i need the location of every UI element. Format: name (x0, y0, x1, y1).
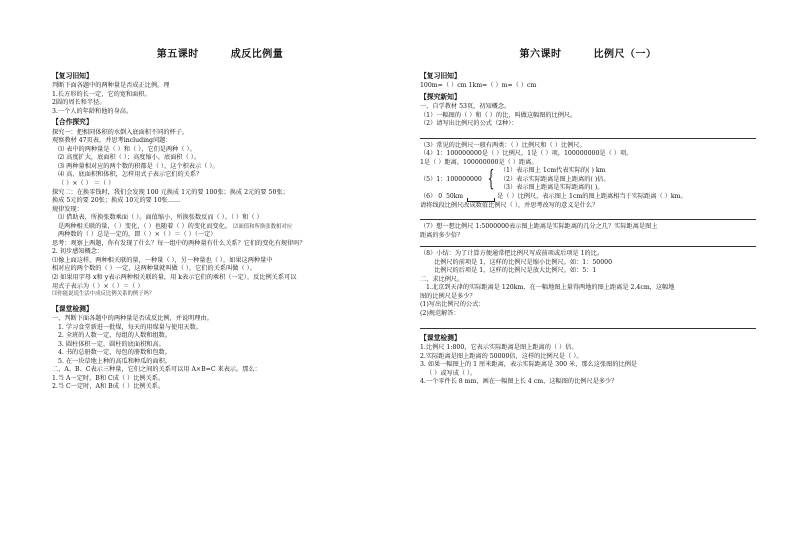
new-line: 图的比例尺是多少？ (420, 292, 476, 300)
explore-line: ⑴像上面这样，两种相关联的量，一种量（ ），另一种量也（ ），如果这两种量中 (52, 256, 273, 264)
check-line: 3. 如果一幅图上的 1 厘米距离，表示实际距离是 300 米，那么这张图的比例是 (420, 361, 638, 369)
brace-lines (500, 167, 610, 193)
review-line: 3.一个人的年龄和他的身高。 (52, 107, 133, 115)
side-note: ⑶你能说说生活中成反比例关系的例子吗？ (52, 291, 155, 298)
check-line: 二、A、B、C表示三种量，它们之间的关系可以用 A×B=C 来表示。那么： (52, 366, 261, 374)
explore-line: 换成 5元的要 20张；换成 10元的要 10张…… (52, 197, 181, 205)
check-line: 3. 圆柱体积一定，圆柱的底面积和高。 (58, 340, 165, 348)
new-line: 距离的多少倍？ (420, 231, 464, 239)
review-line: 判断下面各题中的两种量是否成正比例。理 (52, 82, 170, 90)
lesson-six-number: 第六课时 (519, 49, 562, 60)
new-line: (2)规范解答： (420, 310, 460, 318)
explore-line: 探究一：把相同体积的水倒入底面积不同的杯子。 (52, 128, 189, 136)
check-line: 2.当 C一定时，A和 B成（ ）比例关系。 (52, 383, 165, 391)
new-line: （1）一幅图的（ ）和（ ）的比，叫做这幅图的比例尺。 (420, 111, 577, 119)
new-line: 比例尺的前项是 1，这样的比例尺是缩小比例尺。如：1：50000 (434, 258, 613, 266)
brace-line: （2）表示实际距离是图上距离的( )倍。 (499, 175, 610, 183)
review-heading: 【复习旧知】 (420, 71, 461, 80)
lesson-five-number: 第五课时 (156, 49, 199, 60)
answer-line (420, 211, 756, 220)
new-line: （8）小结：为了计算方便通常把比例尺写成前项或后项是 1的比。 (420, 250, 604, 258)
new-line: （7）想一想比例尺 1:5000000表示图上距离是实际距离的几分之几？实际距离是图上 (420, 223, 658, 231)
answer-line (420, 320, 756, 329)
review-line: 1.长方形的长一定，它的宽和面积。 (52, 90, 151, 98)
check-line: 1.比例尺 1:800，它表示实际距离是图上距离的（ ）倍。 (420, 343, 578, 351)
lesson-six-title (420, 48, 756, 62)
explore-line (52, 223, 388, 232)
new-line: 1.北京到天津的实际距离是 120km，在一幅地图上量得两地的图上距离是 2.4cm，这幅地 (426, 284, 675, 292)
explore-line: ⑴ 借助表，所换张数乘面（ ）。面值缩小，所换张数反而（ ）。（ ）和（ ） (58, 214, 263, 222)
check-line: 1. 学习食堂新进一批煤，每天的用煤量与使用天数。 (58, 323, 202, 331)
explore-line: ⑷ 高、底面积和体积，怎样用式子表示它们的关系？ (58, 171, 203, 179)
lesson-six-column (420, 48, 756, 387)
new-line: （4）1：100000000是（ ）比例尺，1是（ ）项，100000000是（ ）项。 (420, 150, 633, 158)
new-line: 一、自学教材 53页，初知概念。 (420, 103, 511, 111)
scale-zero: 0 (438, 193, 443, 201)
new-line: （3）常见的比例尺一般有两类：（ ）比例尺和（ ）比例尺。 (420, 141, 586, 149)
brace-glyph: { (487, 167, 495, 193)
brace-line: （1）表示图上 1cm代表实际的( ) km (499, 167, 606, 175)
explore-line: 两种数的（ ）总是一定的，即（ ）×（ ）＝（ ）（一定） (58, 231, 217, 239)
scale-meaning-block (420, 167, 756, 193)
explore-line: ⑶ 两种量相对应的两个数的积都是（ ），这个积表示（ ）。 (58, 162, 219, 170)
explore-line: ⑴ 表中的两种量是（ ）和（ ），它们是两种（ ）。 (58, 145, 196, 153)
lesson-six-topic: 比例尺（一） (593, 49, 657, 60)
lesson-five-column (52, 48, 388, 392)
review-line: 2圆的周长和半径。 (52, 99, 106, 107)
new-line: （2）请写出比例尺的公式（2种）： (420, 120, 518, 128)
explore-line: 观察教材 47页表，并思考including问题： (52, 137, 172, 145)
check-heading: 【课堂检测】 (420, 333, 461, 342)
explore-line: ⑵ 高度扩大，底面积（ ）；高度缩小，底面积（ ）。 (58, 154, 201, 162)
check-line: 2.实际距离是图上距离的 50000倍，这样的比例尺是（ ）。 (420, 352, 583, 360)
check-line: 一、判断下面各题中的两种量是否成反比例，并说明理由。 (52, 314, 213, 322)
lesson-five-title (52, 48, 388, 62)
scale-mark: 50km (446, 193, 464, 201)
check-line: 2. 全班的人数一定，每组的人数和组数。 (58, 332, 172, 340)
brace-line: （3）表示图上距离是实际距离的( )。 (499, 184, 604, 192)
explore-line: 用式子表示为（ ）×（ ）＝（ ） (52, 282, 144, 290)
scale-bar-segment (467, 198, 495, 202)
explore-line: 思考：观察上两题，你有发现了什么？每一组中的两种量有什么关系？它们的变化有规律吗？ (52, 239, 306, 247)
new-line: 请将线段比例尺改成数值比例尺（ ），并思考改写的意义是什么？ (420, 201, 599, 209)
divider (420, 246, 756, 247)
check-line: 4.一个零件长 8 mm，画在一幅图上长 4 cm，这幅图的比例尺是多少？ (420, 378, 618, 386)
explore-line: 探究二：在换零钱时，我们会发现 100 元换成 1元的要 100张；换成 2元的要 50张； (52, 188, 289, 196)
check-line: 4. 书的总册数一定，每包的册数和包数。 (58, 349, 172, 357)
check-line: （ ）或写成（ ）。 (426, 369, 477, 377)
new-line: 二、求比例尺。 (420, 275, 464, 283)
explore-line: 相对应的两个数的（ ）一定，这两种量就叫做（ ），它们的关系叫做（ ）。 (52, 265, 256, 273)
answer-line (420, 130, 756, 139)
check-heading: 【课堂检测】 (52, 304, 93, 313)
review-heading: 【复习旧知】 (52, 71, 93, 80)
new-line-prefix: （6） (420, 193, 437, 201)
new-line (420, 193, 756, 202)
explore-line: ⑵ 如果用字母 x和 y表示两种相关联的量，用 k表示它们的乘积（一定），反比例关系可以 (52, 274, 297, 282)
explore-line: 规律发现： (52, 205, 83, 213)
review-line: 100m=（ ）cm 1km=（ ）m=（ ）cm (420, 82, 537, 90)
new-line: 1是（ ）距离，100000000是（ ）距离。 (420, 158, 538, 166)
explore-line-text: 是两种相关联的量，（ ）变化，（ ）也随着（ ）的变化而变化。 (58, 222, 231, 230)
line-scale-icon (438, 193, 495, 201)
new-knowledge-heading: 【探究新知】 (420, 92, 461, 101)
explore-line: 2. 初步感知概念： (52, 248, 104, 256)
side-note: ⑵面值和所换张数相对应 (232, 223, 293, 230)
explore-heading: 【合作探究】 (52, 118, 93, 127)
new-line: (1)写出比例尺的公式： (420, 301, 485, 309)
lesson-five-topic: 成反比例量 (230, 49, 284, 60)
new-line-text: 是（ ）比例尺，表示图上 1cm的图上距离相当于实际距离（ ）km。 (497, 193, 687, 201)
new-line: （5）1：100000000 (420, 175, 482, 183)
explore-line: （ ）×（ ） ＝（ ） (58, 180, 115, 188)
check-line: 1.当 A一定时，B和 C成（ ）比例关系。 (52, 374, 165, 382)
new-line: 比例尺的后项是 1，这样的比例尺是放大比例尺。如：5：1 (434, 267, 597, 275)
check-line: 5. 在一块草地上种的高瓜和种瓜的面积。 (58, 357, 172, 365)
